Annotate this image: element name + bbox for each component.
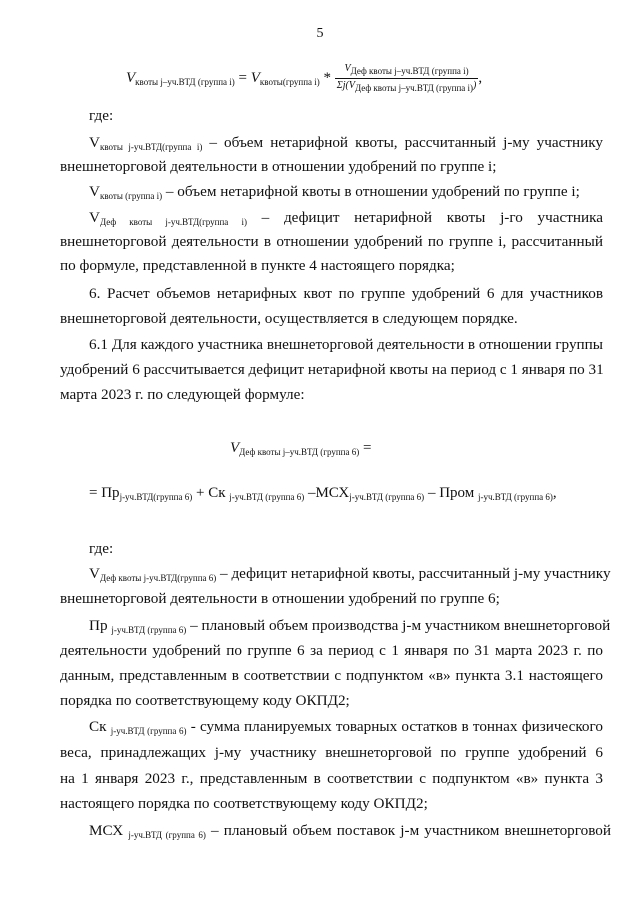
formula-quota-term: $V_{квоты(группа i)}$ [250, 69, 320, 87]
def-stock-line3: на 1 января 2023 г., представленным в соответствии с подпунктом «в» пункта 3 [60, 770, 603, 787]
quota-formula: $V_{квоты j-уч.ВТД (группа i)} = V_{квоты(группа i)}$ * $\frac{V_{Деф квоты j-уч.ВТД (группа i)}}{\Sigma j(V_{Деф квоты j-уч.ВТД (группа i)})}$ , [126, 63, 483, 93]
def-deficit-line3: по формуле, представленной в пункте 4 настоящего порядка; [60, 257, 455, 274]
def-deficit-6-line2: внешнеторговой деятельности в отношении удобрений по группе 6; [60, 590, 500, 607]
def-production-line1: Пр $_{j-уч.ВТД (группа 6)}$ – плановый объем производства j-м участником внешнеторговой [89, 617, 611, 635]
deficit-formula: $V_{Деф квоты j-уч.ВТД (группа 6)}$ = [230, 440, 372, 457]
para-6-1-line2: удобрений 6 рассчитывается дефицит нетарифной квоты на период с 1 января по 31 [60, 361, 604, 378]
def-mcx-line1: МСХ $_{j-уч.ВТД (группа 6)}$ – плановый объем поставок j-м участником внешнеторговой [89, 822, 611, 840]
def-quota-j-line1: $V_{квоты j-уч.ВТД(группа i)}$ – объем нетарифной квоты, рассчитанный j-му участнику [89, 134, 603, 152]
def-deficit-line1: $V_{Деф квоты j-уч.ВТД(группа i)}$ – дефицит нетарифной квоты j-го участника [89, 209, 603, 227]
page-number: 5 [316, 26, 324, 41]
def-stock-line2: веса, принадлежащих j-му участнику внешнеторговой по группе удобрений 6 [60, 744, 603, 761]
def-deficit-6-line1: $V_{Деф квоты j-уч.ВТД(группа 6)}$ – дефицит нетарифной квоты, рассчитанный j-му участнику [89, 565, 611, 583]
def-production-line3: данным, представленным в соответствии с подпунктом «в» пункта 3.1 настоящего [60, 667, 603, 684]
para-6-line2: внешнеторговой деятельности, осуществляется в следующем порядке. [60, 310, 518, 327]
para-6-line1: 6. Расчет объемов нетарифных квот по группе удобрений 6 для участников [89, 285, 603, 302]
where-label-1: где: [89, 107, 114, 124]
def-deficit-line2: внешнеторговой деятельности в отношении удобрений по группе i, рассчитанный [60, 233, 603, 250]
def-production-line4: порядка по соответствующему коду ОКПД2; [60, 692, 350, 709]
deficit-formula-rhs: = $Пр_{j-уч.ВТД(группа 6)}$ + Ск $_{j-уч.ВТД (группа 6)}$ $-МСХ_{j-уч.ВТД (группа 6)}$ – Пром $_{j-уч.ВТД (группа 6)}$, [89, 485, 557, 502]
formula-lhs: $V_{квоты j-уч.ВТД (группа i)}$ [126, 69, 235, 87]
def-stock-line4: настоящего порядка по соответствующему коду ОКПД2; [60, 795, 428, 812]
def-quota-group: $V_{квоты (группа i)}$ – объем нетарифной квоты в отношении удобрений по группе i; [89, 183, 580, 201]
def-stock-line1: Ск $_{j-уч.ВТД (группа 6)}$ - сумма планируемых товарных остатков в тоннах физического [89, 718, 603, 736]
formula-numerator: $V_{Деф квоты j-уч.ВТД (группа i)}$ [335, 62, 479, 79]
where-label-2: где: [89, 540, 114, 557]
def-production-line2: деятельности удобрений по группе 6 за период с 1 января по 31 марта 2023 г. по [60, 642, 603, 659]
para-6-1-line1: 6.1 Для каждого участника внешнеторговой деятельности в отношении группы [89, 336, 603, 353]
def-quota-j-line2: внешнеторговой деятельности в отношении удобрений по группе i; [60, 158, 497, 175]
para-6-1-line3: марта 2023 г. по следующей формуле: [60, 386, 305, 403]
formula-fraction [335, 62, 479, 95]
formula-denominator: $\Sigma j(V_{Деф квоты j-уч.ВТД (группа i)})$ [336, 80, 477, 93]
